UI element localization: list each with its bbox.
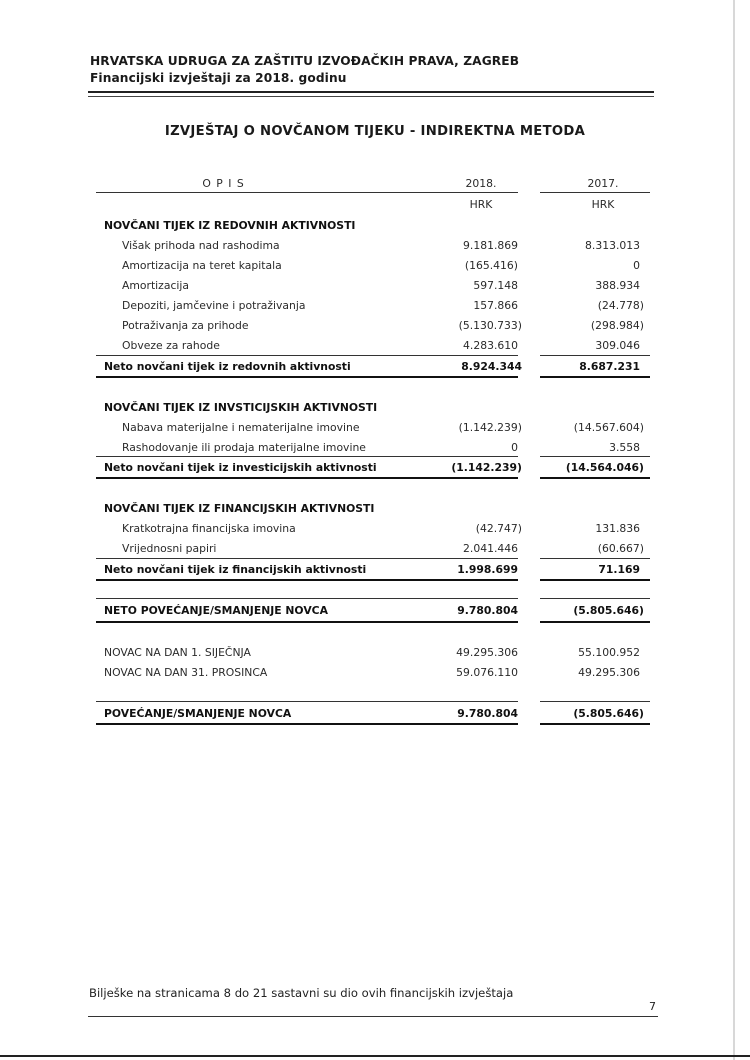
value-2017: (14.567.604) bbox=[573, 421, 644, 434]
value-2018: 157.866 bbox=[473, 299, 518, 312]
final-change-2017: (5.805.646) bbox=[573, 707, 644, 720]
total-rule bbox=[96, 477, 518, 479]
cash-end-2018: 59.076.110 bbox=[456, 666, 518, 679]
page-edge bbox=[733, 0, 735, 1060]
document-header bbox=[90, 53, 650, 87]
cash-start-2018: 49.295.306 bbox=[456, 646, 518, 659]
value-2018: (42.747) bbox=[475, 522, 522, 535]
organization-name: HRVATSKA UDRUGA ZA ZAŠTITU IZVOĐAČKIH PRAVA, ZAGREB bbox=[90, 54, 520, 68]
subtotal-rule bbox=[540, 558, 650, 559]
section-heading: NOVČANI TIJEK IZ INVSTICIJSKIH AKTIVNOSTI bbox=[104, 401, 378, 414]
row-label: Amortizacija bbox=[122, 279, 190, 292]
value-2017: 388.934 bbox=[595, 279, 640, 292]
subtotal-rule bbox=[96, 355, 518, 356]
value-2018: (5.130.733) bbox=[458, 319, 522, 332]
row-label: Višak prihoda nad rashodima bbox=[122, 239, 280, 252]
value-2017: (24.778) bbox=[597, 299, 644, 312]
value-2018: 0 bbox=[511, 441, 518, 454]
net-change-label: NETO POVEĆANJE/SMANJENJE NOVCA bbox=[104, 604, 328, 617]
cash-start-label: NOVAC NA DAN 1. SIJEČNJA bbox=[104, 646, 251, 659]
value-2018: (165.416) bbox=[464, 259, 518, 272]
row-label: Vrijednosni papiri bbox=[122, 542, 217, 555]
value-2017: (298.984) bbox=[590, 319, 644, 332]
statement-title: IZVJEŠTAJ O NOVČANOM TIJEKU - INDIREKTNA METODA bbox=[164, 124, 586, 139]
row-label: Depoziti, jamčevine i potraživanja bbox=[122, 299, 306, 312]
header-rule-thin bbox=[88, 96, 654, 97]
section-heading: NOVČANI TIJEK IZ REDOVNIH AKTIVNOSTI bbox=[104, 219, 356, 232]
value-2017: 0 bbox=[633, 259, 640, 272]
value-2017: 8.313.013 bbox=[585, 239, 640, 252]
value-2018: 4.283.610 bbox=[463, 339, 518, 352]
value-2017: 3.558 bbox=[609, 441, 640, 454]
total-2017: 71.169 bbox=[598, 563, 640, 576]
page-number: 7 bbox=[649, 1000, 656, 1013]
net-change-bottom-rule bbox=[540, 621, 650, 623]
total-rule bbox=[540, 477, 650, 479]
total-2018: 1.998.699 bbox=[457, 563, 518, 576]
final-top-rule bbox=[540, 701, 650, 702]
total-rule bbox=[96, 376, 518, 378]
total-rule bbox=[540, 579, 650, 581]
final-change-label: POVEĆANJE/SMANJENJE NOVCA bbox=[104, 707, 292, 720]
subtotal-rule bbox=[540, 456, 650, 457]
header-underline bbox=[540, 192, 650, 193]
total-label: Neto novčani tijek iz financijskih aktivnosti bbox=[104, 563, 367, 576]
report-period: Financijski izvještaji za 2018. godinu bbox=[90, 71, 347, 85]
footer-rule bbox=[88, 1016, 658, 1017]
section-heading: NOVČANI TIJEK IZ FINANCIJSKIH AKTIVNOSTI bbox=[104, 502, 375, 515]
net-change-bottom-rule bbox=[96, 621, 518, 623]
final-bottom-rule bbox=[96, 723, 518, 725]
header-underline bbox=[96, 192, 518, 193]
total-label: Neto novčani tijek iz investicijskih aktivnosti bbox=[104, 461, 377, 474]
total-2018: 8.924.344 bbox=[461, 360, 522, 373]
unit-label-2018: HRK bbox=[469, 198, 493, 211]
column-header-2018: 2018. bbox=[465, 177, 497, 190]
value-2018: 9.181.869 bbox=[463, 239, 518, 252]
column-header-desc: O P I S bbox=[202, 177, 245, 190]
final-bottom-rule bbox=[540, 723, 650, 725]
total-2017: (14.564.046) bbox=[565, 461, 644, 474]
row-label: Nabava materijalne i nematerijalne imovine bbox=[122, 421, 360, 434]
net-change-2017: (5.805.646) bbox=[573, 604, 644, 617]
row-label: Potraživanja za prihode bbox=[122, 319, 249, 332]
row-label: Rashodovanje ili prodaja materijalne imovine bbox=[122, 441, 366, 454]
page-bottom-edge bbox=[0, 1055, 750, 1057]
footnote: Bilješke na stranicama 8 do 21 sastavni su dio ovih financijskih izvještaja bbox=[89, 986, 514, 1000]
header-rule bbox=[88, 91, 654, 93]
row-label: Amortizacija na teret kapitala bbox=[122, 259, 282, 272]
cash-end-2017: 49.295.306 bbox=[578, 666, 640, 679]
value-2018: 597.148 bbox=[473, 279, 518, 292]
unit-label-2017: HRK bbox=[591, 198, 615, 211]
total-2017: 8.687.231 bbox=[579, 360, 640, 373]
cash-end-label: NOVAC NA DAN 31. PROSINCA bbox=[104, 666, 268, 679]
total-rule bbox=[96, 579, 518, 581]
final-top-rule bbox=[96, 701, 518, 702]
value-2018: 2.041.446 bbox=[463, 542, 518, 555]
subtotal-rule bbox=[540, 355, 650, 356]
row-label: Kratkotrajna financijska imovina bbox=[122, 522, 296, 535]
subtotal-rule bbox=[96, 456, 518, 457]
total-rule bbox=[540, 376, 650, 378]
cash-start-2017: 55.100.952 bbox=[578, 646, 640, 659]
value-2017: (60.667) bbox=[597, 542, 644, 555]
row-label: Obveze za rahode bbox=[122, 339, 220, 352]
net-change-top-rule bbox=[96, 598, 518, 599]
value-2017: 309.046 bbox=[595, 339, 640, 352]
subtotal-rule bbox=[96, 558, 518, 559]
final-change-2018: 9.780.804 bbox=[457, 707, 518, 720]
value-2018: (1.142.239) bbox=[458, 421, 522, 434]
total-label: Neto novčani tijek iz redovnih aktivnosti bbox=[104, 360, 351, 373]
net-change-2018: 9.780.804 bbox=[457, 604, 518, 617]
value-2017: 131.836 bbox=[595, 522, 640, 535]
net-change-top-rule bbox=[540, 598, 650, 599]
total-2018: (1.142.239) bbox=[451, 461, 522, 474]
column-header-2017: 2017. bbox=[587, 177, 619, 190]
